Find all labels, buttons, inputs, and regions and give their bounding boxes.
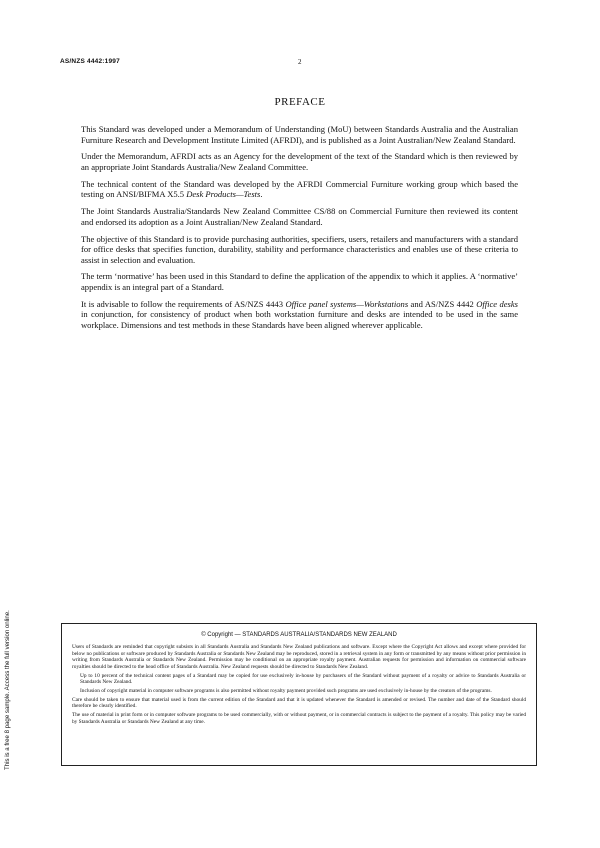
publication-title: Office desks [476,298,518,309]
copyright-paragraph: The use of material in print form or in computer software programs to be used commercially, with or without payment, or in commercial contracts is subject to the payment of a royalty. This policy may be varied by Standards Australia or Standards New Zealand at any time. [72,712,526,725]
copyright-heading [72,632,526,638]
copyright-paragraph: Inclusion of copyright material in computer software programs is also permitted without royalty payment provided such programs are used exclusively in-house by the creators of the programs. [80,688,492,695]
document-code: AS/NZS 4442:1997 [60,58,120,65]
copyright-paragraph: Users of Standards are reminded that copyright subsists in all Standards Australia and Standards New Zealand publications and software. Except where the Copyright Act allows and except where provided for below no publications or software produced by Standards Australia or Standards New Zealand may be reproduced, stored in a retrieval system in any form or transmitted by any means without prior permission in writing from Standards Australia or Standards New Zealand. Permission may be conditional on an appropriate royalty payment. Australian requests for permission and information on commercial software royalties should be directed to the head office of Standards Australia. New Zealand requests should be directed to Standards New Zealand. [72,644,526,670]
preface-paragraph [81,299,518,331]
preface-title: PREFACE [274,96,326,108]
copyright-paragraph: Up to 10 percent of the technical content pages of a Standard may be copied for use exclusively in-house by purchasers of the Standard without payment of a royalty or advice to Standards Australia or Standards New Zealand. [80,672,526,686]
preface-paragraph: Under the Memorandum, AFRDI acts as an Agency for the development of the text of the Standard which is then reviewed by an appropriate Joint Standards Australia/New Zealand Committee. [81,151,518,172]
text-run: It is advisable to follow the requirements of AS/NZS 4443 [81,298,286,309]
copyright-icon: © [201,632,206,638]
preface-paragraph [81,179,518,200]
text-run: . [260,189,263,200]
preface-paragraph: The Joint Standards Australia/Standards New Zealand Committee CS/88 on Commercial Furniture then reviewed its content and endorsed its adoption as a Joint Australian/New Zealand Standard. [81,206,518,227]
running-header [0,58,600,70]
page-number: 2 [298,58,302,66]
text-run: in conjunction, for consistency of product when both workstation furniture and desks are intended to be used in the same workplace. Dimensions and test methods in these Standards have been aligned wherever applicable. [81,309,518,331]
copyright-paragraph: Care should be taken to ensure that material used is from the current edition of the Standard and that it is updated whenever the Standard is amended or revised. The number and date of the Standard should therefore be clearly identified. [72,697,526,710]
preface-body [81,124,518,337]
publication-title: Desk Products—Tests [186,189,261,200]
preface-paragraph: This Standard was developed under a Memorandum of Understanding (MoU) between Standards Australia and the Australian Furniture Research and Development Institute Limited (AFRDI), and is published as a Joint Australian/New Zealand Standard. [81,124,518,145]
preface-paragraph: The term ‘normative’ has been used in this Standard to define the application of the appendix to which it applies. A ‘normative’ appendix is an integral part of a Standard. [81,271,518,293]
publication-title: Office panel systems—Workstations [285,298,409,309]
copyright-title: Copyright — STANDARDS AUSTRALIA/STANDARDS NEW ZEALAND [207,632,397,638]
copyright-notice-box [61,623,537,766]
sample-notice: This is a free 8 page sample. Access the full version online. [4,610,11,770]
preface-paragraph: The objective of this Standard is to provide purchasing authorities, specifiers, users, retailers and manufacturers with a standard for office desks that specifies function, durability, stability and performance characteristics and enables use of these criteria to assist in selection and evaluation. [81,233,518,265]
text-run: and AS/NZS 4442 [408,298,477,309]
text-run: The technical content of the Standard was developed by the AFRDI Commercial Furniture working group which based the testing on ANSI/BIFMA X5.5 [81,178,518,200]
